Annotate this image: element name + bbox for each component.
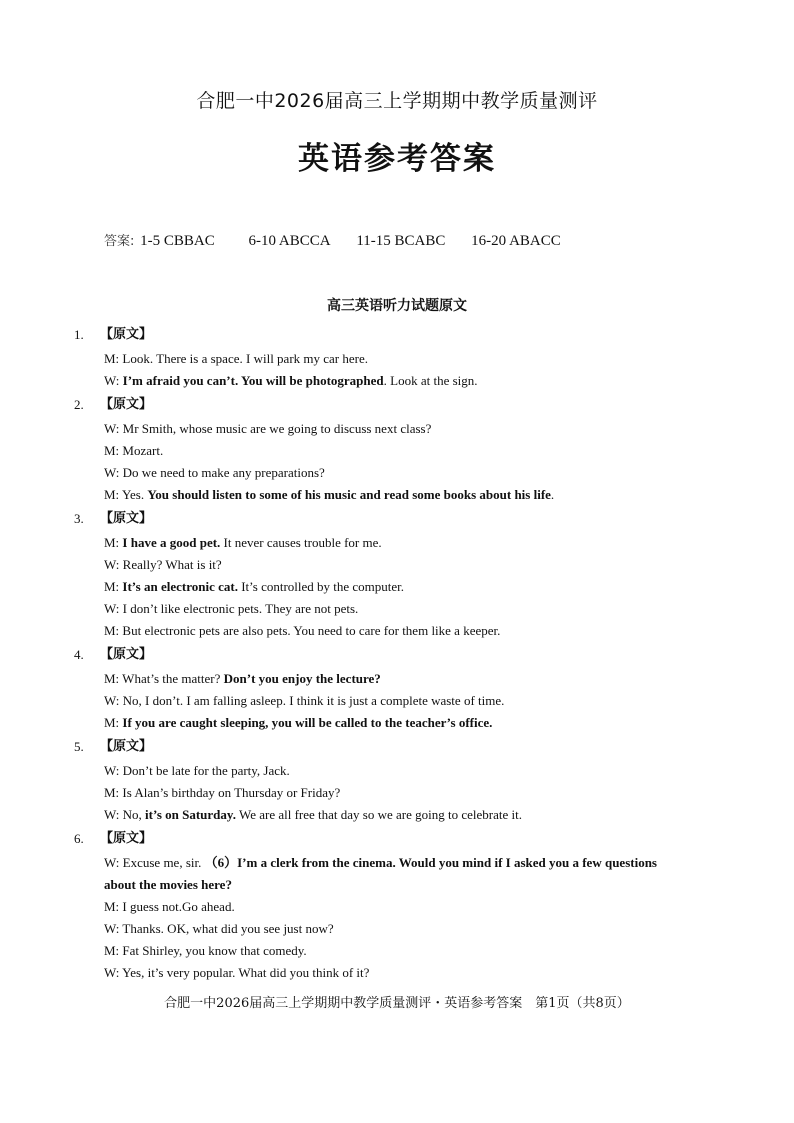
dialogue-line — [104, 940, 674, 962]
document-title: 英语参考答案 — [298, 141, 496, 177]
dialogue-text: W: Do we need to make any preparations? — [104, 465, 325, 480]
dialogue-text: W: Thanks. OK, what did you see just now? — [104, 921, 334, 936]
key-phrase: I have a good pet. — [122, 535, 221, 550]
dialogue-line — [104, 782, 674, 804]
dialogue-text: W: Yes, it’s very popular. What did you think of it? — [104, 965, 370, 980]
dialogue-line — [104, 918, 674, 940]
dialogue-text: . — [550, 487, 555, 502]
dialogue-text: M: Look. There is a space. I will park my car here. — [104, 351, 368, 366]
item-header — [74, 734, 674, 760]
transcript-item — [74, 734, 674, 826]
dialogue-text: W: Excuse me, sir. — [104, 855, 205, 870]
transcript-list — [74, 322, 674, 984]
item-number: 3. — [74, 511, 84, 526]
dialogue-line — [104, 462, 674, 484]
section-title: 高三英语听力试题原文 — [327, 298, 467, 314]
dialogue-line — [104, 440, 674, 462]
item-number: 4. — [74, 647, 84, 662]
dialogue-line — [104, 554, 674, 576]
item-number: 6. — [74, 831, 84, 846]
dialogue-line — [104, 852, 664, 896]
dialogue-text: M: Mozart. — [104, 443, 164, 458]
dialogue-text: It never causes trouble for me. — [220, 535, 382, 550]
key-phrase: It’s an electronic cat. — [122, 579, 238, 594]
transcript-item — [74, 392, 674, 506]
transcript-tag: 【原文】 — [100, 397, 153, 412]
dialogue-line — [104, 760, 674, 782]
dialogue-line — [104, 690, 674, 712]
dialogue-line — [104, 370, 674, 392]
key-phrase: Don’t you enjoy the lecture? — [223, 671, 381, 686]
item-header — [74, 506, 674, 532]
item-number: 1. — [74, 327, 84, 342]
item-header — [74, 392, 674, 418]
key-phrase: （6）I’m a clerk from the cinema. Would you mind if I asked you a few questions about the movies here? — [104, 855, 657, 892]
dialogue-text: M: — [104, 715, 123, 730]
transcript-item — [74, 322, 674, 392]
transcript-tag: 【原文】 — [100, 511, 153, 526]
answer-label: 答案: — [104, 234, 135, 249]
page-footer: 合肥一中2026届高三上学期期中教学质量测评・英语参考答案 第1页（共8页） — [164, 996, 630, 1011]
dialogue-line — [104, 598, 674, 620]
dialogue-text: W: I don’t like electronic pets. They are not pets. — [104, 601, 359, 616]
dialogue-text: W: No, I don’t. I am falling asleep. I think it is just a complete waste of time. — [104, 693, 505, 708]
dialogue-line — [104, 668, 674, 690]
dialogue-text: M: But electronic pets are also pets. You need to care for them like a keeper. — [104, 623, 501, 638]
answer-group-6-10: 6-10 ABCCA — [248, 233, 331, 249]
dialogue-text: . Look at the sign. — [383, 373, 478, 388]
key-phrase: If you are caught sleeping, you will be called to the teacher’s office. — [122, 715, 493, 730]
transcript-item — [74, 506, 674, 642]
dialogue-text: W: Mr Smith, whose music are we going to discuss next class? — [104, 421, 432, 436]
transcript-tag: 【原文】 — [100, 647, 153, 662]
dialogue-text: W: Really? What is it? — [104, 557, 222, 572]
key-phrase: I’m afraid you can’t. You will be photographed — [122, 373, 384, 388]
dialogue-text: M: Fat Shirley, you know that comedy. — [104, 943, 307, 958]
answer-key-line — [104, 230, 561, 250]
dialogue-line — [104, 348, 674, 370]
exam-title: 合肥一中2026届高三上学期期中教学质量测评 — [196, 90, 598, 112]
item-header — [74, 826, 674, 852]
dialogue-text: M: Yes. — [104, 487, 148, 502]
item-number: 2. — [74, 397, 84, 412]
dialogue-text: M: — [104, 535, 123, 550]
item-number: 5. — [74, 739, 84, 754]
dialogue-text: M: What’s the matter? — [104, 671, 224, 686]
dialogue-line — [104, 962, 674, 984]
dialogue-line — [104, 712, 674, 734]
dialogue-text: We are all free that day so we are going to celebrate it. — [235, 807, 522, 822]
transcript-tag: 【原文】 — [100, 831, 153, 846]
dialogue-line — [104, 620, 674, 642]
answer-group-1-5: 1-5 CBBAC — [140, 233, 215, 249]
dialogue-text: W: No, — [104, 807, 146, 822]
answer-group-16-20: 16-20 ABACC — [471, 233, 561, 249]
item-header — [74, 642, 674, 668]
transcript-tag: 【原文】 — [100, 327, 153, 342]
key-phrase: You should listen to some of his music and read some books about his life — [147, 487, 551, 502]
dialogue-text: W: Don’t be late for the party, Jack. — [104, 763, 290, 778]
dialogue-line — [104, 576, 674, 598]
dialogue-text: M: — [104, 579, 123, 594]
dialogue-line — [104, 896, 674, 918]
dialogue-text: M: Is Alan’s birthday on Thursday or Friday? — [104, 785, 341, 800]
dialogue-line — [104, 532, 674, 554]
dialogue-text: It’s controlled by the computer. — [237, 579, 405, 594]
item-header — [74, 322, 674, 348]
dialogue-text: W: — [104, 373, 123, 388]
transcript-item — [74, 642, 674, 734]
transcript-tag: 【原文】 — [100, 739, 153, 754]
key-phrase: it’s on Saturday. — [145, 807, 236, 822]
transcript-item — [74, 826, 674, 984]
dialogue-line — [104, 484, 674, 506]
dialogue-line — [104, 804, 674, 826]
dialogue-line — [104, 418, 674, 440]
dialogue-text: M: I guess not.Go ahead. — [104, 899, 235, 914]
answer-group-11-15: 11-15 BCABC — [356, 233, 446, 249]
